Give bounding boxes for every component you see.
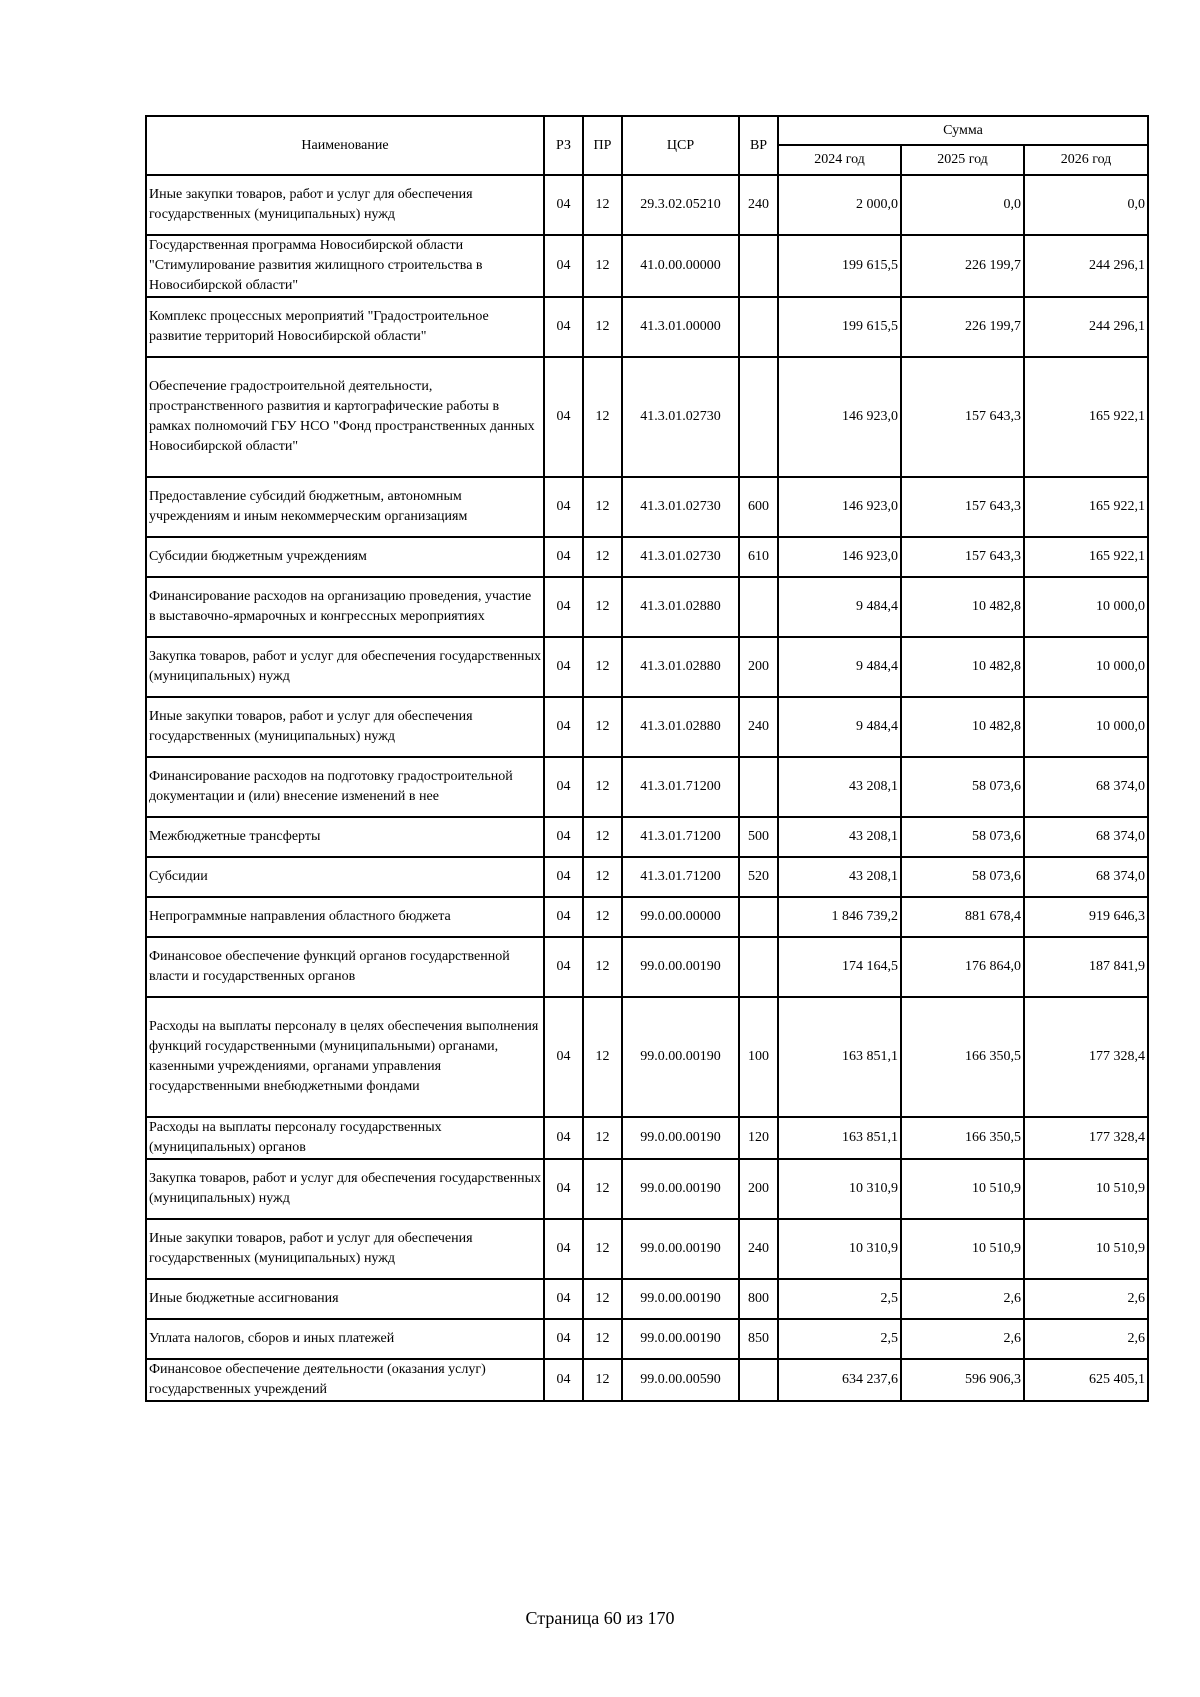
- row-pr: 12: [583, 537, 622, 577]
- row-pr: 12: [583, 937, 622, 997]
- row-rz: 04: [544, 537, 583, 577]
- row-sum-2025: 2,6: [901, 1319, 1024, 1359]
- row-pr: 12: [583, 1219, 622, 1279]
- table-row: [146, 175, 1148, 235]
- row-sum-2026: 625 405,1: [1024, 1359, 1148, 1401]
- row-pr: 12: [583, 1319, 622, 1359]
- row-sum-2026: 165 922,1: [1024, 537, 1148, 577]
- row-rz: 04: [544, 857, 583, 897]
- row-csr: 41.3.01.71200: [622, 857, 739, 897]
- header-year-2024: 2024 год: [778, 145, 901, 175]
- row-vr: 610: [739, 537, 778, 577]
- row-rz: 04: [544, 577, 583, 637]
- row-csr: 99.0.00.00190: [622, 937, 739, 997]
- row-csr: 41.3.01.02730: [622, 477, 739, 537]
- row-sum-2025: 226 199,7: [901, 235, 1024, 297]
- row-rz: 04: [544, 757, 583, 817]
- row-csr: 99.0.00.00190: [622, 1219, 739, 1279]
- row-name: Финансовое обеспечение деятельности (оказания услуг) государственных учреждений: [146, 1359, 544, 1401]
- row-pr: 12: [583, 175, 622, 235]
- row-sum-2026: 919 646,3: [1024, 897, 1148, 937]
- row-sum-2025: 881 678,4: [901, 897, 1024, 937]
- row-name: Иные бюджетные ассигнования: [146, 1279, 544, 1319]
- row-csr: 99.0.00.00190: [622, 1279, 739, 1319]
- row-sum-2026: 177 328,4: [1024, 1117, 1148, 1159]
- row-vr: [739, 1359, 778, 1401]
- row-csr: 41.3.01.02880: [622, 697, 739, 757]
- row-vr: 240: [739, 175, 778, 235]
- row-name: Субсидии: [146, 857, 544, 897]
- row-name: Уплата налогов, сборов и иных платежей: [146, 1319, 544, 1359]
- row-vr: [739, 897, 778, 937]
- row-pr: 12: [583, 697, 622, 757]
- row-sum-2025: 596 906,3: [901, 1359, 1024, 1401]
- row-vr: [739, 937, 778, 997]
- row-csr: 99.0.00.00190: [622, 997, 739, 1117]
- row-pr: 12: [583, 1117, 622, 1159]
- row-sum-2026: 2,6: [1024, 1279, 1148, 1319]
- row-csr: 41.3.01.71200: [622, 757, 739, 817]
- row-vr: [739, 357, 778, 477]
- row-rz: 04: [544, 1359, 583, 1401]
- row-rz: 04: [544, 697, 583, 757]
- row-rz: 04: [544, 1159, 583, 1219]
- row-sum-2024: 10 310,9: [778, 1159, 901, 1219]
- row-pr: 12: [583, 997, 622, 1117]
- row-vr: 200: [739, 1159, 778, 1219]
- page-number: Страница 60 из 170: [525, 1608, 675, 1628]
- row-pr: 12: [583, 1359, 622, 1401]
- row-vr: [739, 235, 778, 297]
- row-rz: 04: [544, 817, 583, 857]
- row-pr: 12: [583, 357, 622, 477]
- row-sum-2025: 166 350,5: [901, 1117, 1024, 1159]
- row-name: Иные закупки товаров, работ и услуг для обеспечения государственных (муниципальных) нужд: [146, 697, 544, 757]
- row-csr: 41.3.01.02730: [622, 537, 739, 577]
- row-name: Финансирование расходов на подготовку градостроительной документации и (или) внесение изменений в нее: [146, 757, 544, 817]
- row-sum-2024: 199 615,5: [778, 235, 901, 297]
- row-csr: 99.0.00.00190: [622, 1159, 739, 1219]
- row-sum-2026: 244 296,1: [1024, 235, 1148, 297]
- row-sum-2025: 157 643,3: [901, 477, 1024, 537]
- row-csr: 41.0.00.00000: [622, 235, 739, 297]
- row-vr: 850: [739, 1319, 778, 1359]
- row-sum-2024: 146 923,0: [778, 357, 901, 477]
- row-sum-2024: 146 923,0: [778, 537, 901, 577]
- row-vr: 520: [739, 857, 778, 897]
- row-sum-2025: 10 482,8: [901, 577, 1024, 637]
- row-sum-2026: 68 374,0: [1024, 817, 1148, 857]
- row-sum-2026: 244 296,1: [1024, 297, 1148, 357]
- table-row: [146, 1219, 1148, 1279]
- row-vr: [739, 757, 778, 817]
- row-rz: 04: [544, 175, 583, 235]
- row-sum-2025: 166 350,5: [901, 997, 1024, 1117]
- row-csr: 29.3.02.05210: [622, 175, 739, 235]
- row-sum-2026: 10 000,0: [1024, 637, 1148, 697]
- row-name: Государственная программа Новосибирской области "Стимулирование развития жилищного строительства в Новосибирской области": [146, 235, 544, 297]
- row-sum-2025: 157 643,3: [901, 537, 1024, 577]
- table-body: [146, 175, 1148, 1401]
- table-row: [146, 1359, 1148, 1401]
- row-csr: 99.0.00.00000: [622, 897, 739, 937]
- row-sum-2024: 2 000,0: [778, 175, 901, 235]
- row-name: Закупка товаров, работ и услуг для обеспечения государственных (муниципальных) нужд: [146, 1159, 544, 1219]
- row-sum-2026: 165 922,1: [1024, 357, 1148, 477]
- table-row: [146, 235, 1148, 297]
- row-sum-2025: 2,6: [901, 1279, 1024, 1319]
- row-vr: 800: [739, 1279, 778, 1319]
- row-rz: 04: [544, 1319, 583, 1359]
- row-sum-2025: 10 510,9: [901, 1219, 1024, 1279]
- row-rz: 04: [544, 235, 583, 297]
- row-vr: [739, 297, 778, 357]
- row-sum-2025: 10 510,9: [901, 1159, 1024, 1219]
- row-pr: 12: [583, 817, 622, 857]
- row-rz: 04: [544, 1117, 583, 1159]
- row-vr: 600: [739, 477, 778, 537]
- row-csr: 41.3.01.71200: [622, 817, 739, 857]
- row-sum-2026: 2,6: [1024, 1319, 1148, 1359]
- row-rz: 04: [544, 357, 583, 477]
- row-sum-2024: 9 484,4: [778, 637, 901, 697]
- row-name: Расходы на выплаты персоналу государственных (муниципальных) органов: [146, 1117, 544, 1159]
- row-name: Иные закупки товаров, работ и услуг для обеспечения государственных (муниципальных) нужд: [146, 1219, 544, 1279]
- row-name: Финансирование расходов на организацию проведения, участие в выставочно-ярмарочных и конгрессных мероприятиях: [146, 577, 544, 637]
- row-csr: 41.3.01.02880: [622, 577, 739, 637]
- row-sum-2026: 187 841,9: [1024, 937, 1148, 997]
- row-pr: 12: [583, 897, 622, 937]
- table-row: [146, 357, 1148, 477]
- table-row: [146, 577, 1148, 637]
- row-pr: 12: [583, 857, 622, 897]
- row-sum-2024: 146 923,0: [778, 477, 901, 537]
- header-year-2025: 2025 год: [901, 145, 1024, 175]
- row-vr: 100: [739, 997, 778, 1117]
- row-csr: 41.3.01.00000: [622, 297, 739, 357]
- row-sum-2024: 43 208,1: [778, 857, 901, 897]
- header-vr: ВР: [739, 116, 778, 175]
- row-pr: 12: [583, 757, 622, 817]
- row-sum-2026: 68 374,0: [1024, 757, 1148, 817]
- row-sum-2026: 10 510,9: [1024, 1159, 1148, 1219]
- row-name: Комплекс процессных мероприятий "Градостроительное развитие территорий Новосибирской области": [146, 297, 544, 357]
- row-csr: 99.0.00.00190: [622, 1319, 739, 1359]
- table-row: [146, 537, 1148, 577]
- row-pr: 12: [583, 297, 622, 357]
- row-sum-2024: 163 851,1: [778, 1117, 901, 1159]
- row-sum-2024: 174 164,5: [778, 937, 901, 997]
- row-sum-2025: 10 482,8: [901, 697, 1024, 757]
- row-name: Иные закупки товаров, работ и услуг для обеспечения государственных (муниципальных) нужд: [146, 175, 544, 235]
- header-year-2026: 2026 год: [1024, 145, 1148, 175]
- header-sum: Сумма: [778, 116, 1148, 145]
- row-rz: 04: [544, 997, 583, 1117]
- table-row: [146, 1279, 1148, 1319]
- row-rz: 04: [544, 637, 583, 697]
- row-sum-2024: 10 310,9: [778, 1219, 901, 1279]
- row-rz: 04: [544, 297, 583, 357]
- row-name: Субсидии бюджетным учреждениям: [146, 537, 544, 577]
- table-row: [146, 477, 1148, 537]
- table-row: [146, 897, 1148, 937]
- row-pr: 12: [583, 1159, 622, 1219]
- row-rz: 04: [544, 937, 583, 997]
- row-sum-2026: 10 000,0: [1024, 577, 1148, 637]
- row-sum-2024: 43 208,1: [778, 757, 901, 817]
- row-pr: 12: [583, 577, 622, 637]
- row-csr: 41.3.01.02730: [622, 357, 739, 477]
- row-sum-2025: 0,0: [901, 175, 1024, 235]
- row-vr: 120: [739, 1117, 778, 1159]
- table-row: [146, 997, 1148, 1117]
- row-sum-2024: 199 615,5: [778, 297, 901, 357]
- row-name: Межбюджетные трансферты: [146, 817, 544, 857]
- row-sum-2025: 58 073,6: [901, 857, 1024, 897]
- row-sum-2024: 2,5: [778, 1319, 901, 1359]
- row-rz: 04: [544, 1279, 583, 1319]
- table-row: [146, 937, 1148, 997]
- row-name: Финансовое обеспечение функций органов государственной власти и государственных органов: [146, 937, 544, 997]
- row-name: Предоставление субсидий бюджетным, автономным учреждениям и иным некоммерческим организациям: [146, 477, 544, 537]
- row-sum-2026: 0,0: [1024, 175, 1148, 235]
- row-sum-2024: 2,5: [778, 1279, 901, 1319]
- row-sum-2026: 68 374,0: [1024, 857, 1148, 897]
- row-vr: 240: [739, 697, 778, 757]
- table-row: [146, 817, 1148, 857]
- row-name: Обеспечение градостроительной деятельности, пространственного развития и картографические работы в рамках полномочий ГБУ НСО "Фонд пространственных данных Новосибирской области": [146, 357, 544, 477]
- table-row: [146, 1159, 1148, 1219]
- row-csr: 41.3.01.02880: [622, 637, 739, 697]
- row-sum-2025: 58 073,6: [901, 817, 1024, 857]
- row-vr: [739, 577, 778, 637]
- row-rz: 04: [544, 477, 583, 537]
- row-sum-2024: 163 851,1: [778, 997, 901, 1117]
- row-sum-2024: 9 484,4: [778, 697, 901, 757]
- row-sum-2025: 157 643,3: [901, 357, 1024, 477]
- table-row: [146, 857, 1148, 897]
- row-sum-2026: 165 922,1: [1024, 477, 1148, 537]
- row-vr: 500: [739, 817, 778, 857]
- row-sum-2026: 177 328,4: [1024, 997, 1148, 1117]
- budget-table: [145, 115, 1149, 1402]
- row-pr: 12: [583, 637, 622, 697]
- row-vr: 240: [739, 1219, 778, 1279]
- row-sum-2024: 43 208,1: [778, 817, 901, 857]
- row-name: Закупка товаров, работ и услуг для обеспечения государственных (муниципальных) нужд: [146, 637, 544, 697]
- row-rz: 04: [544, 1219, 583, 1279]
- table-row: [146, 637, 1148, 697]
- row-name: Расходы на выплаты персоналу в целях обеспечения выполнения функций государственными (муниципальными) органами, казенными учреждениями, органами управления государственными внебюджетными фондами: [146, 997, 544, 1117]
- row-pr: 12: [583, 235, 622, 297]
- header-rz: РЗ: [544, 116, 583, 175]
- row-sum-2024: 9 484,4: [778, 577, 901, 637]
- row-sum-2025: 10 482,8: [901, 637, 1024, 697]
- row-name: Непрограммные направления областного бюджета: [146, 897, 544, 937]
- row-csr: 99.0.00.00590: [622, 1359, 739, 1401]
- table-row: [146, 757, 1148, 817]
- row-csr: 99.0.00.00190: [622, 1117, 739, 1159]
- table-row: [146, 1117, 1148, 1159]
- row-sum-2025: 176 864,0: [901, 937, 1024, 997]
- table-row: [146, 697, 1148, 757]
- row-sum-2025: 226 199,7: [901, 297, 1024, 357]
- row-pr: 12: [583, 1279, 622, 1319]
- header-csr: ЦСР: [622, 116, 739, 175]
- header-name: Наименование: [146, 116, 544, 175]
- row-sum-2026: 10 000,0: [1024, 697, 1148, 757]
- table-header: [146, 116, 1148, 175]
- table-row: [146, 1319, 1148, 1359]
- row-sum-2024: 634 237,6: [778, 1359, 901, 1401]
- header-pr: ПР: [583, 116, 622, 175]
- row-rz: 04: [544, 897, 583, 937]
- table-row: [146, 297, 1148, 357]
- row-sum-2024: 1 846 739,2: [778, 897, 901, 937]
- row-sum-2025: 58 073,6: [901, 757, 1024, 817]
- row-pr: 12: [583, 477, 622, 537]
- row-vr: 200: [739, 637, 778, 697]
- row-sum-2026: 10 510,9: [1024, 1219, 1148, 1279]
